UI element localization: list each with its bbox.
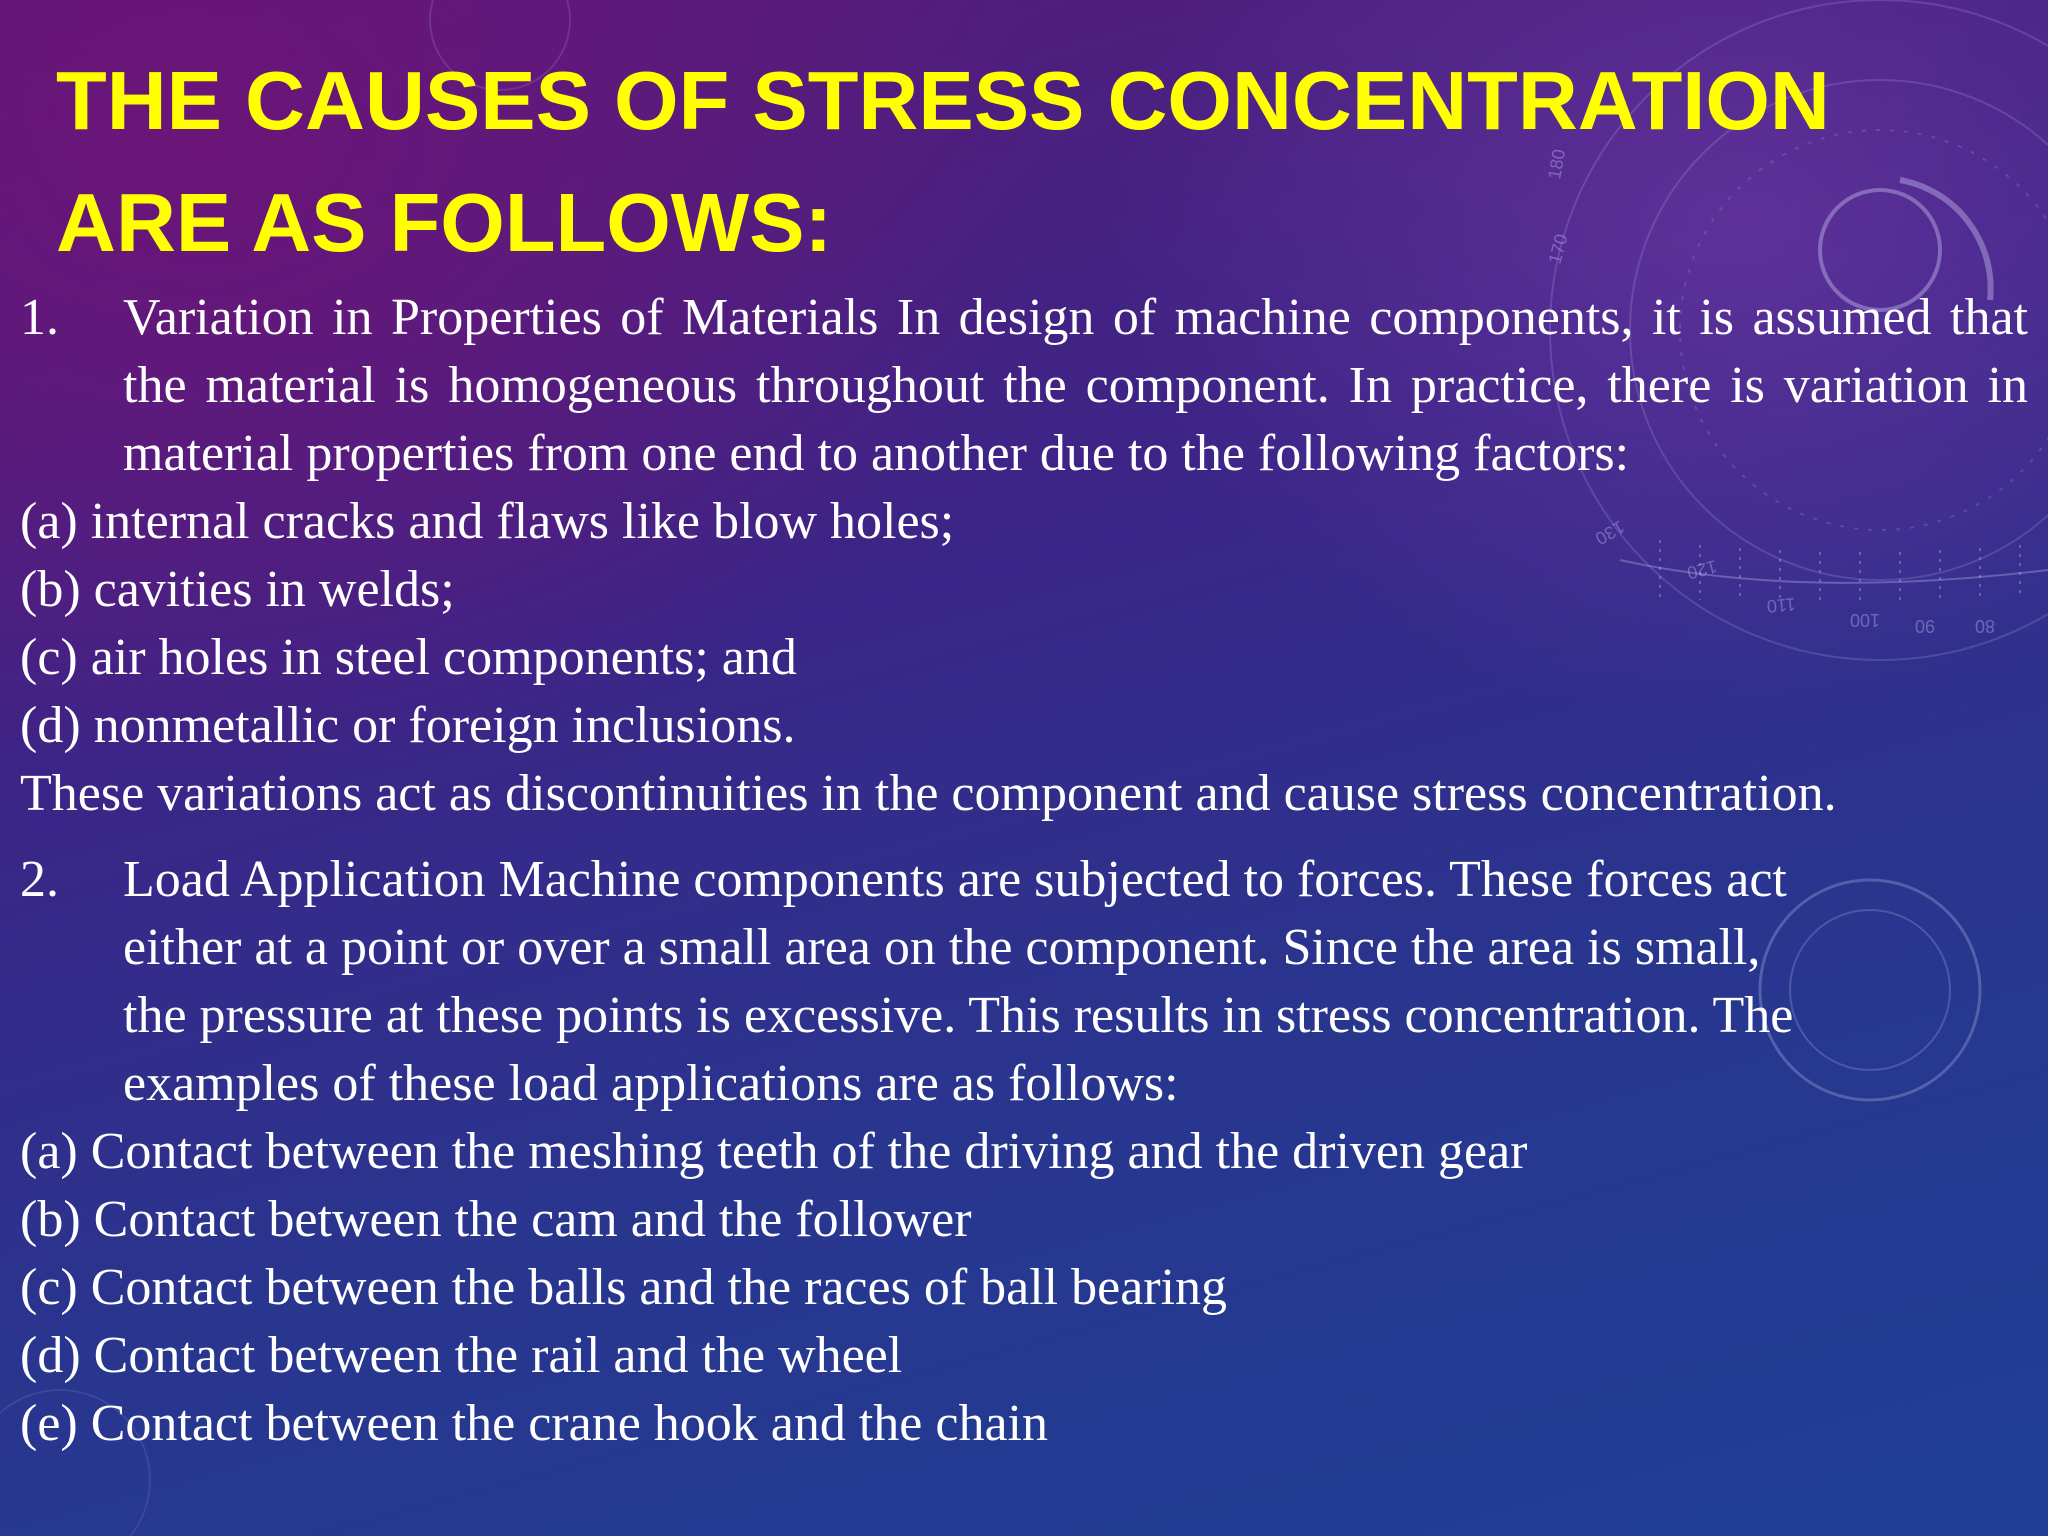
list-number: 1.: [20, 289, 59, 346]
factor-item: (a) internal cracks and flaws like blow holes;: [20, 493, 955, 550]
list-item-1: [20, 284, 2028, 488]
factor-item: (d) nonmetallic or foreign inclusions.: [20, 697, 796, 754]
example-item: (e) Contact between the crane hook and the chain: [20, 1395, 1048, 1452]
list-item-line: the pressure at these points is excessive. This results in stress concentration. The: [123, 987, 1794, 1044]
dial-number: 120: [1684, 556, 1720, 584]
dial-number: 90: [1914, 616, 1935, 636]
list-item-line: examples of these load applications are as follows:: [123, 1055, 1179, 1112]
list-item-text: Variation in Properties of Materials In design of machine components, it is assumed that the material is homogeneous throughout the component. In practice, there is variation in material properties from one end to another due to the following factors:: [123, 289, 2028, 482]
example-item: (d) Contact between the rail and the wheel: [20, 1327, 903, 1384]
dial-number: 130: [1591, 516, 1628, 549]
slide-title-line-2: ARE AS FOLLOWS:: [56, 176, 833, 269]
dial-number: 110: [1766, 594, 1797, 617]
conclusion-text: These variations act as discontinuities in the component and cause stress concentration.: [20, 765, 1837, 822]
example-item: (a) Contact between the meshing teeth of the driving and the driven gear: [20, 1123, 1528, 1180]
factor-item: (b) cavities in welds;: [20, 561, 455, 618]
dial-number: 170: [1544, 231, 1572, 267]
dial-number: 100: [1849, 610, 1880, 630]
list-item-line: either at a point or over a small area on the component. Since the area is small,: [123, 919, 1761, 976]
list-item-text: [123, 846, 2028, 1118]
slide-title: [56, 40, 1956, 284]
list-item-2: [20, 846, 2028, 1118]
slide-content: [20, 284, 2028, 1458]
slide-title-line-1: THE CAUSES OF STRESS CONCENTRATION: [56, 54, 1830, 147]
list-number: 2.: [20, 851, 59, 908]
dial-number: 80: [1974, 616, 1995, 636]
list-item-line: Load Application Machine components are subjected to forces. These forces act: [123, 851, 1787, 908]
example-item: (b) Contact between the cam and the follower: [20, 1191, 972, 1248]
example-item: (c) Contact between the balls and the races of ball bearing: [20, 1259, 1228, 1316]
dial-number: 180: [1544, 147, 1570, 181]
factor-item: (c) air holes in steel components; and: [20, 629, 797, 686]
